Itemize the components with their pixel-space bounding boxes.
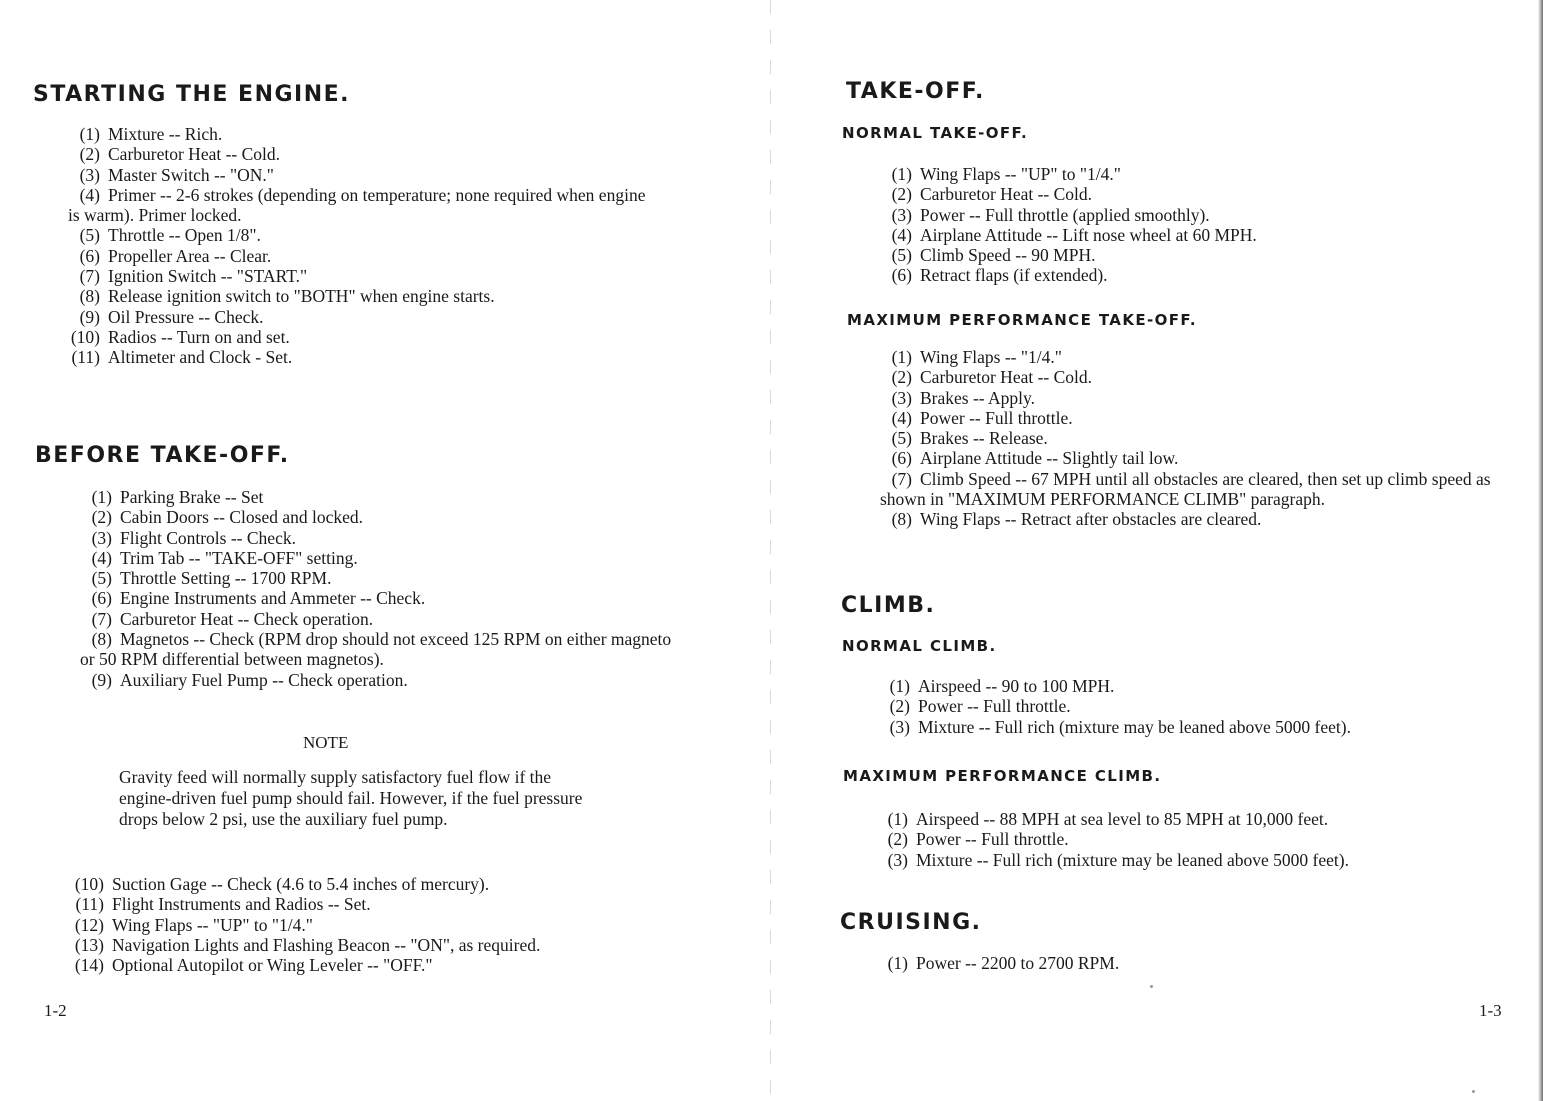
item-number: (7) bbox=[91, 608, 112, 629]
item-number: (5) bbox=[91, 568, 112, 589]
item-number: (12) bbox=[74, 914, 104, 935]
item-number: (3) bbox=[889, 716, 910, 737]
section-title-climb: CLIMB. bbox=[841, 593, 936, 618]
item-number: (6) bbox=[79, 245, 100, 266]
list-item bbox=[72, 915, 692, 935]
item-text: Suction Gage -- Check (4.6 to 5.4 inches of mercury). bbox=[112, 874, 490, 894]
list-item bbox=[880, 184, 1480, 204]
list-item bbox=[880, 448, 1520, 468]
item-number: (6) bbox=[891, 265, 912, 286]
item-text: Power -- Full throttle (applied smoothly). bbox=[920, 204, 1210, 225]
item-text: Parking Brake -- Set bbox=[120, 487, 264, 507]
item-number: (3) bbox=[79, 164, 100, 185]
item-text: Auxiliary Fuel Pump -- Check operation. bbox=[120, 669, 408, 690]
list-item bbox=[68, 347, 648, 367]
item-number: (6) bbox=[91, 588, 112, 609]
section-title-cruising: CRUISING. bbox=[840, 910, 982, 935]
item-number: (4) bbox=[91, 547, 112, 568]
item-number: (2) bbox=[889, 696, 910, 717]
item-number: (2) bbox=[79, 144, 100, 165]
list-item bbox=[80, 568, 680, 588]
item-number: (8) bbox=[79, 286, 100, 307]
item-text: Airspeed -- 88 MPH at sea level to 85 MPH at 10,000 feet. bbox=[916, 809, 1329, 829]
normal-takeoff-list bbox=[880, 164, 1480, 286]
list-item bbox=[80, 609, 680, 629]
item-text: Airspeed -- 90 to 100 MPH. bbox=[918, 676, 1115, 696]
list-item bbox=[880, 469, 1520, 510]
item-text: Engine Instruments and Ammeter -- Check. bbox=[120, 588, 426, 609]
list-item bbox=[880, 367, 1520, 387]
list-item bbox=[68, 144, 648, 164]
item-text: Navigation Lights and Flashing Beacon -- "ON", as required. bbox=[112, 934, 541, 955]
item-text: Brakes -- Release. bbox=[920, 428, 1048, 449]
item-number: (10) bbox=[70, 326, 100, 347]
list-item bbox=[880, 509, 1520, 529]
item-text: Carburetor Heat -- Cold. bbox=[920, 184, 1093, 205]
list-item bbox=[72, 874, 692, 894]
list-item bbox=[878, 717, 1518, 737]
list-item bbox=[80, 487, 680, 507]
right-page bbox=[772, 0, 1543, 1101]
starting-engine-list bbox=[68, 124, 648, 368]
item-number: (8) bbox=[91, 629, 112, 650]
item-number: (2) bbox=[91, 507, 112, 528]
item-number: (5) bbox=[891, 245, 912, 266]
section-title-starting-engine: STARTING THE ENGINE. bbox=[33, 82, 351, 107]
subsection-title-maximum-takeoff: MAXIMUM PERFORMANCE TAKE-OFF. bbox=[847, 311, 1197, 329]
item-text: Wing Flaps -- Retract after obstacles are cleared. bbox=[920, 509, 1262, 530]
list-item bbox=[80, 528, 680, 548]
item-text: Radios -- Turn on and set. bbox=[108, 326, 290, 347]
maximum-takeoff-list bbox=[880, 347, 1520, 530]
item-text: Oil Pressure -- Check. bbox=[108, 306, 264, 327]
page-gutter bbox=[770, 0, 771, 1101]
list-item bbox=[880, 245, 1480, 265]
list-item bbox=[68, 225, 648, 245]
list-item bbox=[876, 953, 1476, 973]
item-text: Climb Speed -- 90 MPH. bbox=[920, 245, 1096, 266]
list-item bbox=[68, 266, 648, 286]
item-number: (2) bbox=[891, 184, 912, 205]
note-text: Gravity feed will normally supply satisfactory fuel flow if the engine-driven fuel pump should fail. However, if the fuel pressure drops below 2 psi, use the auxiliary fuel pump. bbox=[119, 767, 583, 829]
item-text: Power -- 2200 to 2700 RPM. bbox=[916, 953, 1120, 973]
list-item bbox=[876, 850, 1516, 870]
item-number: (10) bbox=[74, 874, 104, 894]
item-number: (7) bbox=[79, 266, 100, 287]
item-number: (1) bbox=[887, 809, 908, 829]
list-item bbox=[880, 225, 1480, 245]
list-item bbox=[880, 428, 1520, 448]
section-title-takeoff: TAKE-OFF. bbox=[846, 79, 985, 104]
normal-climb-list bbox=[878, 676, 1518, 737]
item-text: Optional Autopilot or Wing Leveler -- "OFF." bbox=[112, 955, 433, 976]
item-number: (3) bbox=[891, 387, 912, 408]
list-item bbox=[72, 894, 692, 914]
item-number: (1) bbox=[79, 124, 100, 144]
list-item bbox=[68, 185, 648, 226]
item-text: Power -- Full throttle. bbox=[916, 829, 1069, 850]
list-item bbox=[80, 548, 680, 568]
item-text: Brakes -- Apply. bbox=[920, 387, 1036, 408]
list-item bbox=[68, 165, 648, 185]
item-number: (1) bbox=[891, 347, 912, 367]
item-text: Wing Flaps -- "UP" to "1/4." bbox=[920, 164, 1121, 184]
item-text: Flight Instruments and Radios -- Set. bbox=[112, 894, 371, 915]
list-item bbox=[72, 955, 692, 975]
list-item bbox=[68, 327, 648, 347]
item-number: (4) bbox=[79, 184, 100, 205]
item-number: (1) bbox=[887, 953, 908, 973]
list-item bbox=[880, 164, 1480, 184]
item-text: Flight Controls -- Check. bbox=[120, 527, 296, 548]
list-item bbox=[878, 676, 1518, 696]
list-item bbox=[72, 935, 692, 955]
item-text: Cabin Doors -- Closed and locked. bbox=[120, 507, 364, 528]
list-item bbox=[68, 307, 648, 327]
item-text: Carburetor Heat -- Check operation. bbox=[120, 608, 374, 629]
page-number-right: 1-3 bbox=[1479, 1001, 1502, 1020]
item-number: (3) bbox=[91, 527, 112, 548]
item-number: (5) bbox=[891, 428, 912, 449]
item-number: (11) bbox=[71, 347, 100, 368]
item-text: Carburetor Heat -- Cold. bbox=[920, 367, 1093, 388]
list-item bbox=[68, 246, 648, 266]
item-text: Primer -- 2-6 strokes (depending on temperature; none required when engine is warm). Primer locked. bbox=[68, 184, 646, 226]
list-item bbox=[880, 408, 1520, 428]
item-number: (2) bbox=[887, 829, 908, 850]
subsection-title-normal-climb: NORMAL CLIMB. bbox=[842, 637, 997, 655]
item-text: Mixture -- Full rich (mixture may be leaned above 5000 feet). bbox=[916, 849, 1349, 870]
item-text: Release ignition switch to "BOTH" when engine starts. bbox=[108, 286, 495, 307]
list-item bbox=[876, 829, 1516, 849]
item-text: Magnetos -- Check (RPM drop should not exceed 125 RPM on either magneto or 50 RPM differential between magnetos). bbox=[80, 629, 672, 670]
item-text: Carburetor Heat -- Cold. bbox=[108, 144, 281, 165]
list-item bbox=[80, 629, 680, 670]
scan-speck bbox=[1150, 985, 1153, 988]
item-number: (2) bbox=[891, 367, 912, 388]
list-item bbox=[68, 286, 648, 306]
item-number: (7) bbox=[891, 468, 912, 489]
left-page bbox=[0, 0, 770, 1101]
item-text: Throttle Setting -- 1700 RPM. bbox=[120, 568, 332, 589]
section-title-before-takeoff: BEFORE TAKE-OFF. bbox=[35, 443, 290, 468]
item-text: Mixture -- Full rich (mixture may be leaned above 5000 feet). bbox=[918, 716, 1351, 737]
list-item bbox=[880, 388, 1520, 408]
item-text: Airplane Attitude -- Lift nose wheel at 60 MPH. bbox=[920, 224, 1257, 245]
list-item bbox=[878, 696, 1518, 716]
list-item bbox=[880, 265, 1480, 285]
item-text: Propeller Area -- Clear. bbox=[108, 245, 272, 266]
scan-speck bbox=[1472, 1090, 1475, 1093]
item-text: Power -- Full throttle. bbox=[918, 696, 1071, 717]
item-text: Wing Flaps -- "1/4." bbox=[920, 347, 1062, 367]
item-text: Trim Tab -- "TAKE-OFF" setting. bbox=[120, 547, 358, 568]
list-item bbox=[80, 507, 680, 527]
page-number-left: 1-2 bbox=[44, 1001, 67, 1020]
item-text: Throttle -- Open 1/8". bbox=[108, 225, 261, 246]
list-item bbox=[80, 670, 680, 690]
item-number: (9) bbox=[91, 669, 112, 690]
before-takeoff-list-continued bbox=[72, 874, 692, 975]
item-text: Power -- Full throttle. bbox=[920, 407, 1073, 428]
item-number: (6) bbox=[891, 448, 912, 469]
list-item bbox=[80, 588, 680, 608]
list-item bbox=[880, 347, 1520, 367]
item-number: (9) bbox=[79, 306, 100, 327]
cruising-list bbox=[876, 953, 1476, 973]
item-number: (1) bbox=[889, 676, 910, 696]
item-number: (14) bbox=[74, 955, 104, 976]
note-heading: NOTE bbox=[303, 733, 349, 752]
item-text: Master Switch -- "ON." bbox=[108, 164, 274, 185]
item-text: Mixture -- Rich. bbox=[108, 124, 223, 144]
list-item bbox=[880, 205, 1480, 225]
subsection-title-maximum-climb: MAXIMUM PERFORMANCE CLIMB. bbox=[843, 767, 1162, 785]
list-item bbox=[876, 809, 1516, 829]
item-number: (8) bbox=[891, 509, 912, 530]
item-number: (5) bbox=[79, 225, 100, 246]
item-number: (13) bbox=[74, 934, 104, 955]
item-number: (1) bbox=[891, 164, 912, 184]
item-number: (1) bbox=[91, 487, 112, 507]
item-number: (3) bbox=[891, 204, 912, 225]
item-text: Ignition Switch -- "START." bbox=[108, 266, 308, 287]
list-item bbox=[68, 124, 648, 144]
item-number: (3) bbox=[887, 849, 908, 870]
item-text: Wing Flaps -- "UP" to "1/4." bbox=[112, 914, 313, 935]
subsection-title-normal-takeoff: NORMAL TAKE-OFF. bbox=[842, 124, 1029, 142]
item-text: Altimeter and Clock - Set. bbox=[108, 347, 293, 368]
item-number: (4) bbox=[891, 407, 912, 428]
item-text: Climb Speed -- 67 MPH until all obstacles are cleared, then set up climb speed as shown in "MAXIMUM PERFORMANCE CLIMB" paragraph. bbox=[880, 468, 1491, 510]
item-text: Airplane Attitude -- Slightly tail low. bbox=[920, 448, 1179, 469]
maximum-climb-list bbox=[876, 809, 1516, 870]
scan-edge-shadow bbox=[1538, 0, 1543, 1101]
item-number: (4) bbox=[891, 224, 912, 245]
item-number: (11) bbox=[75, 894, 104, 915]
item-text: Retract flaps (if extended). bbox=[920, 265, 1108, 286]
before-takeoff-list bbox=[80, 487, 680, 690]
